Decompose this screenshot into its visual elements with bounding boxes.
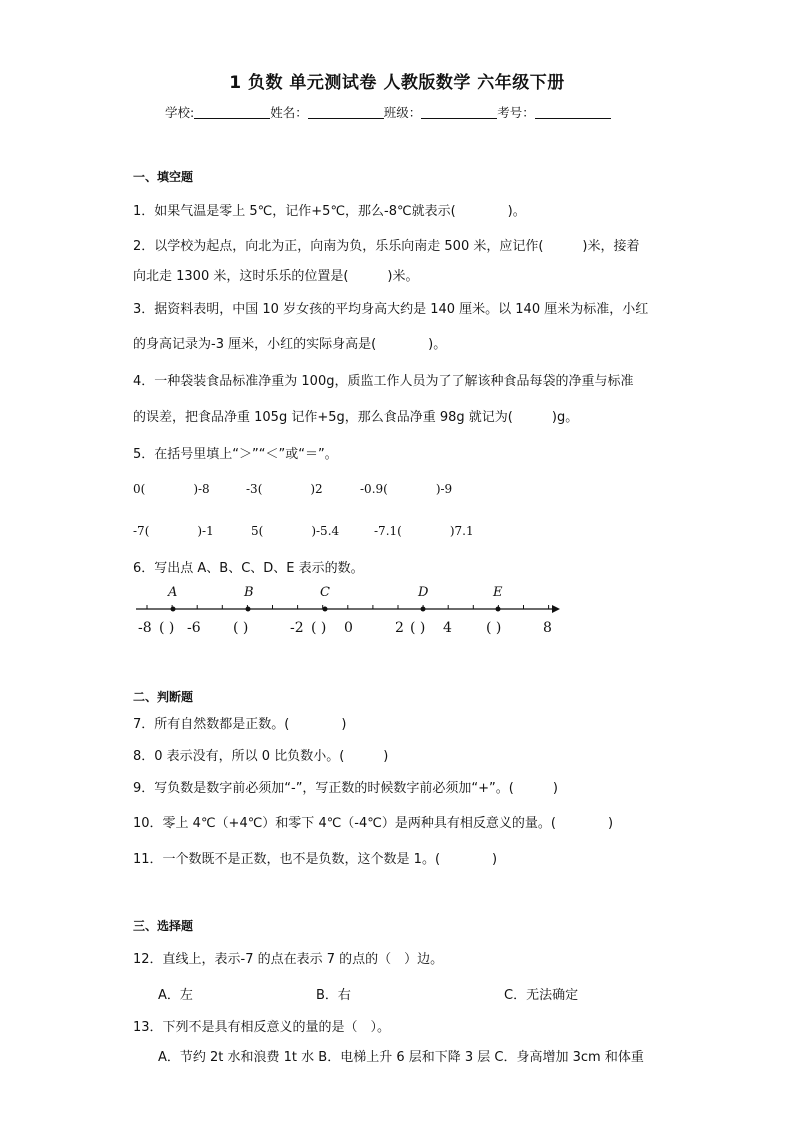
tick-label: -2 — [290, 620, 304, 636]
compare-item: 0( )-8 — [133, 482, 210, 496]
question-8: 8．0 表示没有，所以 0 比负数小。( ) — [133, 749, 389, 764]
tick-label: 4 — [443, 620, 452, 636]
question-6: 6．写出点 A、B、C、D、E 表示的数。 — [133, 561, 364, 576]
tick-label: -6 — [187, 620, 201, 636]
answer-blank-e[interactable]: ( ) — [486, 620, 502, 636]
question-7: 7．所有自然数都是正数。( ) — [133, 717, 347, 732]
point-e-dot — [496, 607, 501, 612]
option-a[interactable]: A．左 — [158, 988, 193, 1003]
question-11: 11．一个数既不是正数，也不是负数，这个数是 1。( ) — [133, 852, 498, 867]
point-d-label: D — [418, 585, 429, 600]
tick-label: 0 — [344, 620, 353, 636]
school-field[interactable] — [194, 105, 270, 119]
tick-label: -8 — [138, 620, 152, 636]
question-10: 10．零上 4℃（+4℃）和零下 4℃（-4℃）是两种具有相反意义的量。( ) — [133, 816, 614, 831]
answer-blank-c[interactable]: ( ) — [311, 620, 327, 636]
section-choice-heading: 三、选择题 — [133, 919, 194, 933]
question-3-line-1: 3．据资料表明，中国 10 岁女孩的平均身高大约是 140 厘米。以 140 厘米为标准，小红 — [133, 302, 649, 317]
answer-blank-d[interactable]: ( ) — [410, 620, 426, 636]
point-c-dot — [323, 607, 328, 612]
answer-blank-a[interactable]: ( ) — [159, 620, 175, 636]
point-b-dot — [246, 607, 251, 612]
section-fill-heading: 一、填空题 — [133, 170, 194, 184]
section-judge-heading: 二、判断题 — [133, 690, 194, 704]
option-b[interactable]: B．右 — [316, 988, 351, 1003]
option-c[interactable]: C．无法确定 — [504, 988, 579, 1003]
tick-label: 2 — [395, 620, 404, 636]
point-b-label: B — [244, 585, 254, 600]
tick-label: 8 — [543, 620, 552, 636]
question-13-options[interactable]: A．节约 2t 水和浪费 1t 水 B．电梯上升 6 层和下降 3 层 C．身高增加 3cm 和体重 — [158, 1050, 644, 1065]
number-line — [130, 598, 570, 622]
arrow-icon — [552, 605, 560, 613]
compare-item: -0.9( )-9 — [360, 482, 453, 496]
question-1: 1．如果气温是零上 5℃，记作+5℃，那么-8℃就表示( )。 — [133, 204, 526, 219]
school-label: 学校: — [165, 105, 195, 120]
question-9: 9．写负数是数字前必须加“-”，写正数的时候数字前必须加“+”。( ) — [133, 781, 558, 796]
point-e-label: E — [493, 585, 503, 600]
question-2-line-2: 向北走 1300 米，这时乐乐的位置是( )米。 — [133, 269, 419, 284]
question-3-line-2: 的身高记录为-3 厘米，小红的实际身高是( )。 — [133, 337, 447, 352]
question-5: 5．在括号里填上“＞”“＜”或“＝”。 — [133, 447, 338, 462]
compare-item: -7.1( )7.1 — [374, 524, 474, 538]
name-field[interactable] — [308, 105, 384, 119]
page-title: 1 负数 单元测试卷 人教版数学 六年级下册 — [229, 73, 565, 93]
compare-item: -3( )2 — [246, 482, 323, 496]
point-a-label: A — [168, 585, 178, 600]
exam-no-field[interactable] — [535, 105, 611, 119]
point-d-dot — [421, 607, 426, 612]
compare-item: -7( )-1 — [133, 524, 214, 538]
name-label: 姓名： — [270, 105, 308, 120]
exam-no-label: 考号： — [497, 105, 535, 120]
point-a-dot — [171, 607, 176, 612]
question-12: 12．直线上，表示-7 的点在表示 7 的点的（ ）边。 — [133, 952, 444, 967]
point-c-label: C — [320, 585, 330, 600]
class-label: 班级： — [383, 105, 422, 120]
question-4-line-2: 的误差，把食品净重 105g 记作+5g，那么食品净重 98g 就记为( )g。 — [133, 410, 579, 425]
question-2-line-1: 2．以学校为起点，向北为正，向南为负，乐乐向南走 500 米，应记作( )米，接着 — [133, 239, 640, 254]
question-4-line-1: 4．一种袋装食品标准净重为 100g，质监工作人员为了了解该种食品每袋的净重与标准 — [133, 374, 634, 389]
student-info-row — [165, 103, 611, 121]
class-field[interactable] — [421, 105, 497, 119]
question-13: 13．下列不是具有相反意义的量的是（ ）。 — [133, 1020, 391, 1035]
compare-item: 5( )-5.4 — [251, 524, 340, 538]
answer-blank-b[interactable]: ( ) — [233, 620, 249, 636]
